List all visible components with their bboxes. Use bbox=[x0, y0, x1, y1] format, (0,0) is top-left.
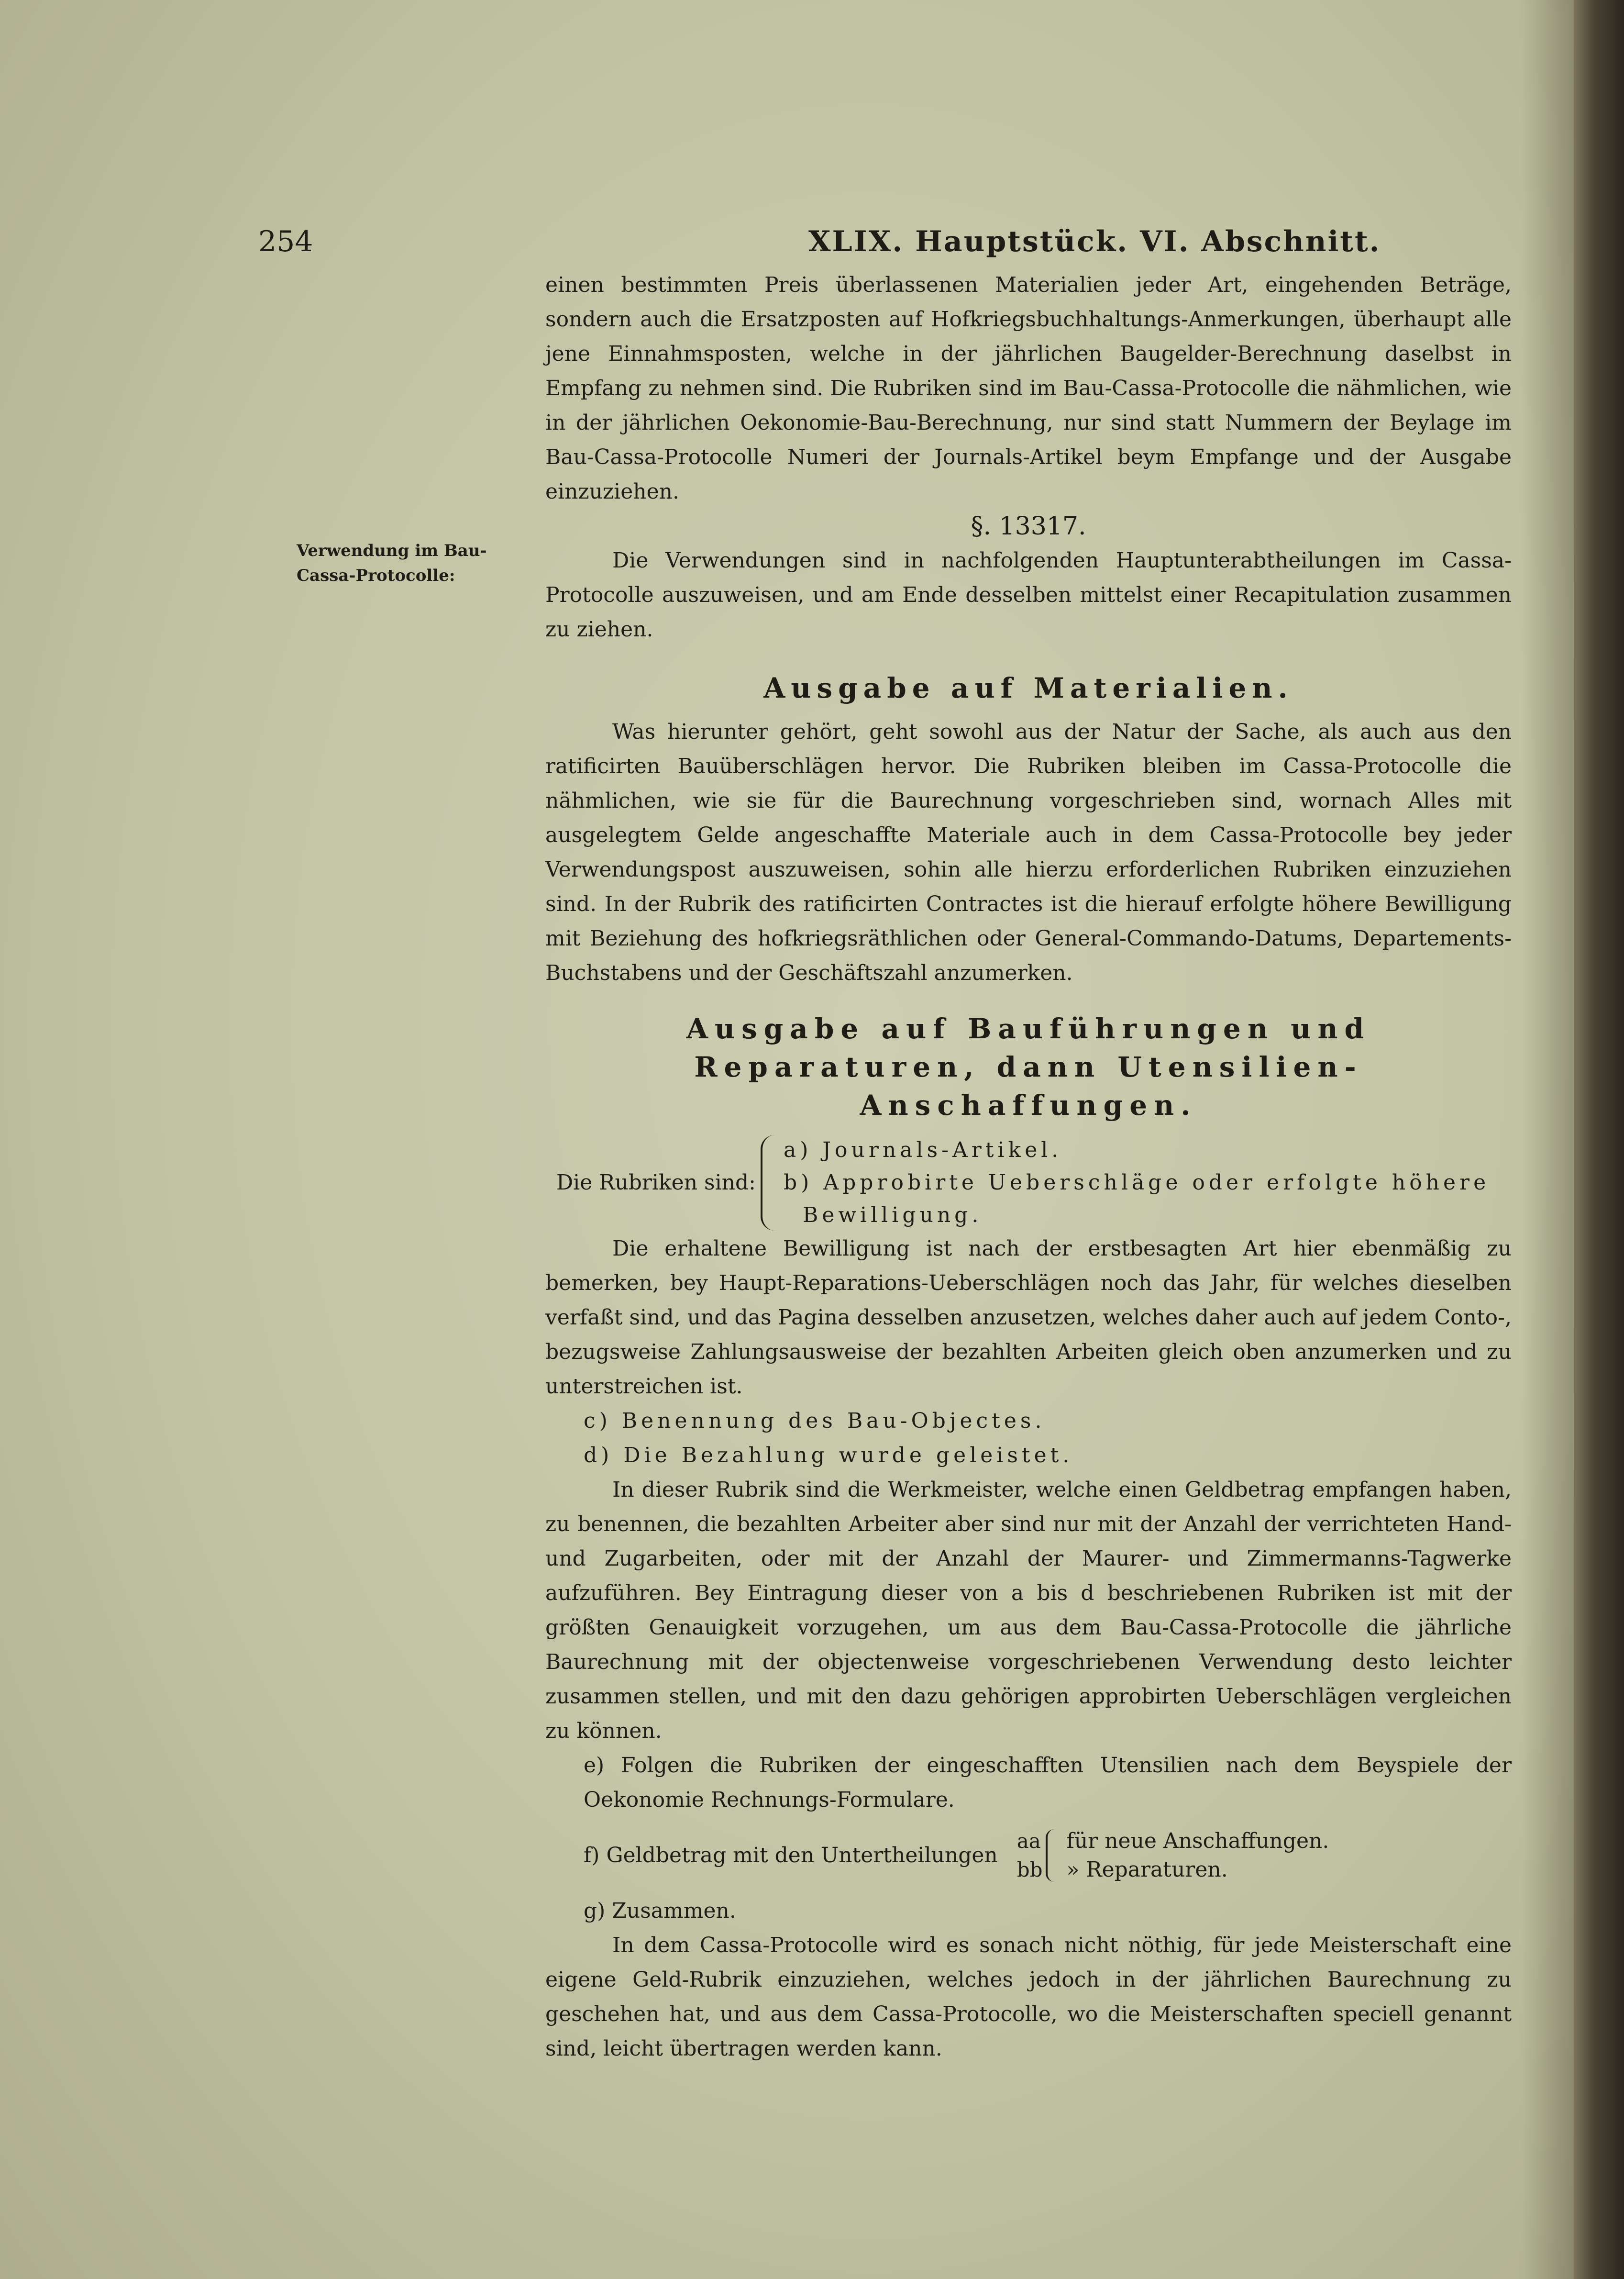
list-item: g) Zusammen. bbox=[584, 1899, 736, 1923]
brace-icon bbox=[761, 1135, 779, 1231]
page-edge-shadow bbox=[1521, 0, 1576, 2279]
paragraph: Was hierunter gehört, geht sowohl aus der Natur der Sache, als auch aus den ratificirten Bauüberschlägen hervor. Die Rubriken bleiben im Cassa-Protocolle die nähmlichen, wie sie für die Baurechnung vorgeschrieben sind, wornach Alles mit ausgelegtem Gelde angeschaffte Materiale auch in dem Cassa-Protocolle bey jeder Verwendungspost auszuweisen, sohin alle hierzu erforderlichen Rubriken einzuziehen sind. In der Rubrik des ratificirten Contractes ist die hierauf erfolgte höhere Bewilligung mit Beziehung des hofkriegsräthlichen oder General-Commando-Datums, Departements-Buchstabens und der Geschäftszahl anzumerken. bbox=[545, 720, 1512, 985]
heading-materials: Ausgabe auf Materialien. bbox=[763, 672, 1293, 704]
paragraph: In dieser Rubrik sind die Werkmeister, welche einen Geldbetrag empfangen haben, zu benennen, die bezahlten Arbeiter aber sind nur mit der Anzahl der verrichteten Hand- und Zugarbeiten, oder mit der Anzahl der Maurer- und Zimmermanns-Tagwerke aufzuführen. Bey Eintragung dieser von a bis d beschriebenen Rubriken ist mit der größten Genauigkeit vorzugehen, um aus dem Bau-Cassa-Protocolle die jährliche Baurechnung mit der objectenweise vorgeschriebenen Verwendung desto leichter zusammen stellen, und mit den dazu gehörigen approbirten Ueberschlägen vergleichen zu können. bbox=[545, 1478, 1512, 1743]
section-number: §. 13317. bbox=[971, 512, 1086, 541]
rubric-list bbox=[545, 1134, 1512, 1232]
sub-key: aa bbox=[1016, 1829, 1041, 1853]
sub-list bbox=[1017, 1827, 1329, 1884]
sub-values bbox=[1067, 1827, 1329, 1884]
running-title: XLIX. Hauptstück. VI. Abschnitt. bbox=[808, 225, 1381, 258]
rubric-label: Die Rubriken sind: bbox=[556, 1170, 756, 1195]
main-text bbox=[545, 268, 1512, 2066]
sub-value: » Reparaturen. bbox=[1066, 1857, 1228, 1882]
sub-key: bb bbox=[1016, 1858, 1043, 1881]
paragraph: In dem Cassa-Protocolle wird es sonach nicht nöthig, für jede Meisterschaft eine eigene Geld-Rubrik einzuziehen, welches jedoch in der jährlichen Baurechnung zu geschehen hat, und aus dem Cassa-Protocolle, wo die Meisterschaften speciell genannt sind, leicht übertragen werden kann. bbox=[545, 1933, 1512, 2061]
paragraph: Die Verwendungen sind in nachfolgenden Hauptunterabtheilungen im Cassa-Protocolle auszuweisen, und am Ende desselben mittelst einer Recapitulation zusammen zu ziehen. bbox=[545, 548, 1512, 642]
book-gutter bbox=[1574, 0, 1624, 2279]
heading-repairs: Ausgabe auf Bauführungen und Reparaturen, dann Utensilien-Anschaffungen. bbox=[686, 1012, 1371, 1122]
rubric-item: b) Approbirte Ueberschläge oder erfolgte höhere bbox=[784, 1170, 1490, 1195]
list-item: c) Benennung des Bau-Objectes. bbox=[584, 1409, 1046, 1433]
paragraph: einen bestimmten Preis überlassenen Materialien jeder Art, eingehenden Beträge, sondern auch die Ersatzposten auf Hofkriegsbuchhaltungs-Anmerkungen, überhaupt alle jene Einnahmsposten, welche in der jährlichen Baugelder-Berechnung daselbst in Empfang zu nehmen sind. Die Rubriken sind im Bau-Cassa-Protocolle die nähmlichen, wie in der jährlichen Oekonomie-Bau-Berechnung, nur sind statt Nummern der Beylage im Bau-Cassa-Protocolle Numeri der Journals-Artikel beym Empfange und der Ausgabe einzuziehen. bbox=[545, 273, 1512, 504]
brace-icon bbox=[1046, 1829, 1057, 1882]
sub-value: für neue Anschaffungen. bbox=[1066, 1829, 1329, 1853]
list-item-label: f) Geldbetrag mit den Untertheilungen bbox=[584, 1843, 998, 1868]
list-item: d) Die Bezahlung wurde geleistet. bbox=[584, 1443, 1073, 1467]
list-item bbox=[545, 1827, 1512, 1884]
paragraph: Die erhaltene Bewilligung ist nach der erstbesagten Art hier ebenmäßig zu bemerken, bey Haupt-Reparations-Ueberschlägen noch das Jahr, für welches dieselben verfaßt sind, und das Pagina desselben anzusetzen, welches daher auch auf jedem Conto-, bezugsweise Zahlungsausweise der bezahlten Arbeiten gleich oben anzumerken und zu unterstreichen ist. bbox=[545, 1236, 1512, 1399]
rubric-items bbox=[784, 1134, 1490, 1232]
page-number: 254 bbox=[258, 225, 313, 258]
sub-keys bbox=[1017, 1827, 1043, 1884]
page-header bbox=[258, 225, 1512, 268]
margin-note: Verwendung im Bau-Cassa-Protocolle: bbox=[297, 541, 487, 585]
rubric-item: Bewilligung. bbox=[803, 1203, 983, 1227]
list-item: e) Folgen die Rubriken der eingeschafften Utensilien nach dem Beyspiele der Oekonomie Rechnungs-Formulare. bbox=[584, 1753, 1512, 1812]
rubric-item: a) Journals-Artikel. bbox=[784, 1138, 1062, 1162]
